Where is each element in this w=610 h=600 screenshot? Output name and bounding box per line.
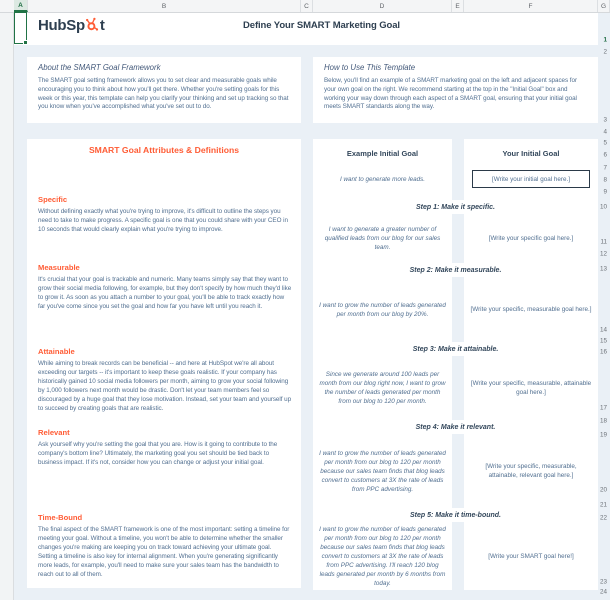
row-header-7[interactable]: 7 xyxy=(603,164,607,172)
column-header-d[interactable]: D xyxy=(313,0,452,12)
row-header-22[interactable]: 22 xyxy=(599,514,607,522)
attribute-name: Measurable xyxy=(38,263,80,272)
step-title-2: Step 2: Make it measurable. xyxy=(313,263,598,277)
row-header-24[interactable]: 24 xyxy=(599,588,607,596)
initial-goal-row xyxy=(313,139,598,200)
column-gap xyxy=(452,214,464,263)
attribute-name: Relevant xyxy=(38,428,70,437)
attribute-definition: It's crucial that your goal is trackable and numeric. Many teams simply say that they want to grow their social media following, for example, but they don't specify by how much they'd like to grow it. As soon as you attach a number to your goal, you'll be able to track exactly how far you've come since you set the goal and how far you have left until you reach it. xyxy=(38,276,292,310)
page-title: Define Your SMART Marketing Goal xyxy=(243,20,400,31)
example-goal-text: I want to grow the number of leads generated per month from our blog by 20%. xyxy=(319,301,446,318)
attribute-section-relevant xyxy=(38,428,292,468)
column-gap xyxy=(452,522,464,590)
about-panel xyxy=(27,57,301,123)
how-to-body: Below, you'll find an example of a SMART marketing goal on the left and adjacent spaces for your own goal on the right. We recommend starting at the top in the "Initial Goal" box and working your way down through each aspect of a SMART goal, ensuring that your initial goal meets SMART standards along the way. xyxy=(324,77,577,111)
step-title-3: Step 3: Make it attainable. xyxy=(313,342,598,356)
your-goal-column xyxy=(464,139,598,200)
column-header-b[interactable]: B xyxy=(28,0,301,12)
step-row-5 xyxy=(313,522,598,590)
your-goal-input-cell[interactable]: [Write your SMART goal here!] xyxy=(488,552,574,560)
row-header-5[interactable]: 5 xyxy=(603,139,607,147)
attribute-section-time-bound xyxy=(38,513,292,579)
how-to-panel xyxy=(313,57,598,123)
row-header-13[interactable]: 13 xyxy=(599,265,607,273)
row-header-21[interactable]: 21 xyxy=(599,501,607,509)
hubspot-sprocket-icon xyxy=(85,17,99,32)
your-goal-input-cell[interactable]: [Write your specific, measurable, attainable, relevant goal here.] xyxy=(485,463,577,479)
row-header-9[interactable]: 9 xyxy=(603,188,607,196)
column-gap xyxy=(452,356,464,420)
attribute-section-attainable xyxy=(38,347,292,413)
row-header-6[interactable]: 6 xyxy=(603,151,607,159)
row-header-11[interactable]: 11 xyxy=(600,238,607,246)
attribute-definition: While aiming to break records can be beneficial -- and here at HubSpot we're all about exceeding our targets -- it's important to keep these goals realistic. If your company has historically gained 10 social media followers per month, aiming to grow your social following by 1,000 followers next month would be drastic. Don't let your team members feel so discouraged by a huge goal that they lose motivation. Instead, set your team and yourself up to succeed by creating goals that are realistic. xyxy=(38,360,292,412)
attribute-name: Attainable xyxy=(38,347,75,356)
attribute-definition: Ask yourself why you're setting the goal that you are. How is it going to contribute to the company's bottom line? Ultimately, the marketing goal you set should be tied back to business impact. If it's not, consider how you can change or adjust your initial goal. xyxy=(38,441,278,466)
attribute-name: Specific xyxy=(38,195,68,204)
column-gap xyxy=(452,277,464,342)
attribute-name: Time-Bound xyxy=(38,513,83,522)
attributes-panel xyxy=(27,139,301,588)
goal-area xyxy=(313,139,598,590)
your-goal-header: Your Initial Goal xyxy=(502,149,560,158)
column-header-g[interactable]: G xyxy=(598,0,610,12)
attribute-section-specific xyxy=(38,195,292,235)
row-header-12[interactable]: 12 xyxy=(599,250,607,258)
example-goal-cell-step-3 xyxy=(313,356,452,420)
row-header-2[interactable]: 2 xyxy=(603,48,607,56)
example-goal-column xyxy=(313,139,452,200)
row-header-16[interactable]: 16 xyxy=(599,348,607,356)
fill-handle[interactable] xyxy=(23,40,29,46)
hubspot-logo xyxy=(38,17,105,34)
column-header-e[interactable]: E xyxy=(452,0,464,12)
step-row-3 xyxy=(313,356,598,420)
your-goal-input-cell[interactable]: [Write your specific, measurable goal here.] xyxy=(470,306,592,313)
row-header-gutter xyxy=(0,12,14,600)
your-goal-cell-step-3 xyxy=(464,356,598,420)
step-title-5: Step 5: Make it time-bound. xyxy=(313,508,598,522)
initial-example-goal: I want to generate more leads. xyxy=(339,175,426,183)
row-header-14[interactable]: 14 xyxy=(599,326,607,334)
initial-goal-input-cell[interactable]: [Write your initial goal here.] xyxy=(472,170,590,188)
example-goal-cell-step-4 xyxy=(313,434,452,508)
step-row-1 xyxy=(313,214,598,263)
column-gap xyxy=(452,434,464,508)
column-header-f[interactable]: F xyxy=(464,0,598,12)
row-header-8[interactable]: 8 xyxy=(603,176,607,184)
row-header-18[interactable]: 18 xyxy=(599,417,607,425)
about-body: The SMART goal setting framework allows you to set clear and measurable goals while encouraging you to think about how you'll get there. Whether you're setting goals for this week or this year, this template can help you clarify your thinking and set up tracking so that you know when you've accomplished what you've set out to do. xyxy=(38,77,289,111)
row-header-15[interactable]: 15 xyxy=(599,337,607,345)
row-header-20[interactable]: 20 xyxy=(599,486,607,494)
selected-cell-a1[interactable] xyxy=(14,12,27,44)
column-header-c[interactable]: C xyxy=(301,0,313,12)
example-goal-text: I want to grow the number of leads generated per month from our blog to 120 per month because our sales team finds that blog leads convert to customers at 3X the rate of leads from PPC advertising. xyxy=(319,449,446,493)
example-goal-cell-step-2 xyxy=(313,277,452,342)
row-header-4[interactable]: 4 xyxy=(603,128,607,136)
column-header-a[interactable]: A xyxy=(14,0,28,12)
attribute-definition: The final aspect of the SMART framework is one of the most important: setting a timeline for meeting your goal. Without a timeline, you won't be able to determine whether the smaller changes you're making are keeping you on track toward achieving your ultimate goal. Setting a timeline is also key for internal alignment. When you're generating significantly more leads, for example, you'll need to make sure your sales team has the bandwidth to reach out to all of them. xyxy=(38,526,290,578)
about-heading: About the SMART Goal Framework xyxy=(38,63,161,72)
attribute-section-measurable xyxy=(38,263,292,312)
attributes-heading: SMART Goal Attributes & Definitions xyxy=(88,145,240,155)
logo-text-left: HubSp xyxy=(38,17,85,34)
row-header-1[interactable]: 1 xyxy=(603,36,607,44)
your-goal-input-cell[interactable]: [Write your specific, measurable, attainable goal here.] xyxy=(470,380,592,396)
column-gap xyxy=(452,139,464,200)
step-row-2 xyxy=(313,277,598,342)
your-goal-cell-step-1 xyxy=(464,214,598,263)
your-goal-cell-step-4 xyxy=(464,434,598,508)
row-header-17[interactable]: 17 xyxy=(599,404,607,412)
example-goal-text: Since we generate around 100 leads per month from our blog right now, I want to grow the number of leads generated per month from our blog to 120 per month. xyxy=(319,371,446,405)
example-goal-text: I want to grow the number of leads generated per month from our blog to 120 per month because our sales team finds that blog leads convert to customers at 3X the rate of leads from PPC advertising. I'll reach 120 blog leads generated per month by 6 months from today. xyxy=(319,526,446,587)
your-goal-input-cell[interactable]: [Write your specific goal here.] xyxy=(488,235,574,242)
row-header-23[interactable]: 23 xyxy=(599,578,607,586)
how-to-heading: How to Use This Template xyxy=(324,63,416,72)
step-row-4 xyxy=(313,434,598,508)
logo-text-right: t xyxy=(99,17,105,34)
row-header-3[interactable]: 3 xyxy=(603,116,607,124)
row-header-19[interactable]: 19 xyxy=(599,431,607,439)
attribute-definition: Without defining exactly what you're trying to improve, it's difficult to outline the steps you need to take to make progress. A specific goal is one that you could share with your CEO in 10 seconds that would clearly explain what you're trying to improve. xyxy=(38,208,288,233)
row-header-10[interactable]: 10 xyxy=(599,203,607,211)
step-title-1: Step 1: Make it specific. xyxy=(313,200,598,214)
step-title-4: Step 4: Make it relevant. xyxy=(313,420,598,434)
example-goal-header: Example Initial Goal xyxy=(346,149,419,158)
your-goal-cell-step-5 xyxy=(464,522,598,590)
example-goal-cell-step-1 xyxy=(313,214,452,263)
example-goal-cell-step-5 xyxy=(313,522,452,590)
example-goal-text: I want to generate a greater number of qualified leads from our blog for our sales team. xyxy=(324,226,441,251)
your-goal-cell-step-2 xyxy=(464,277,598,342)
